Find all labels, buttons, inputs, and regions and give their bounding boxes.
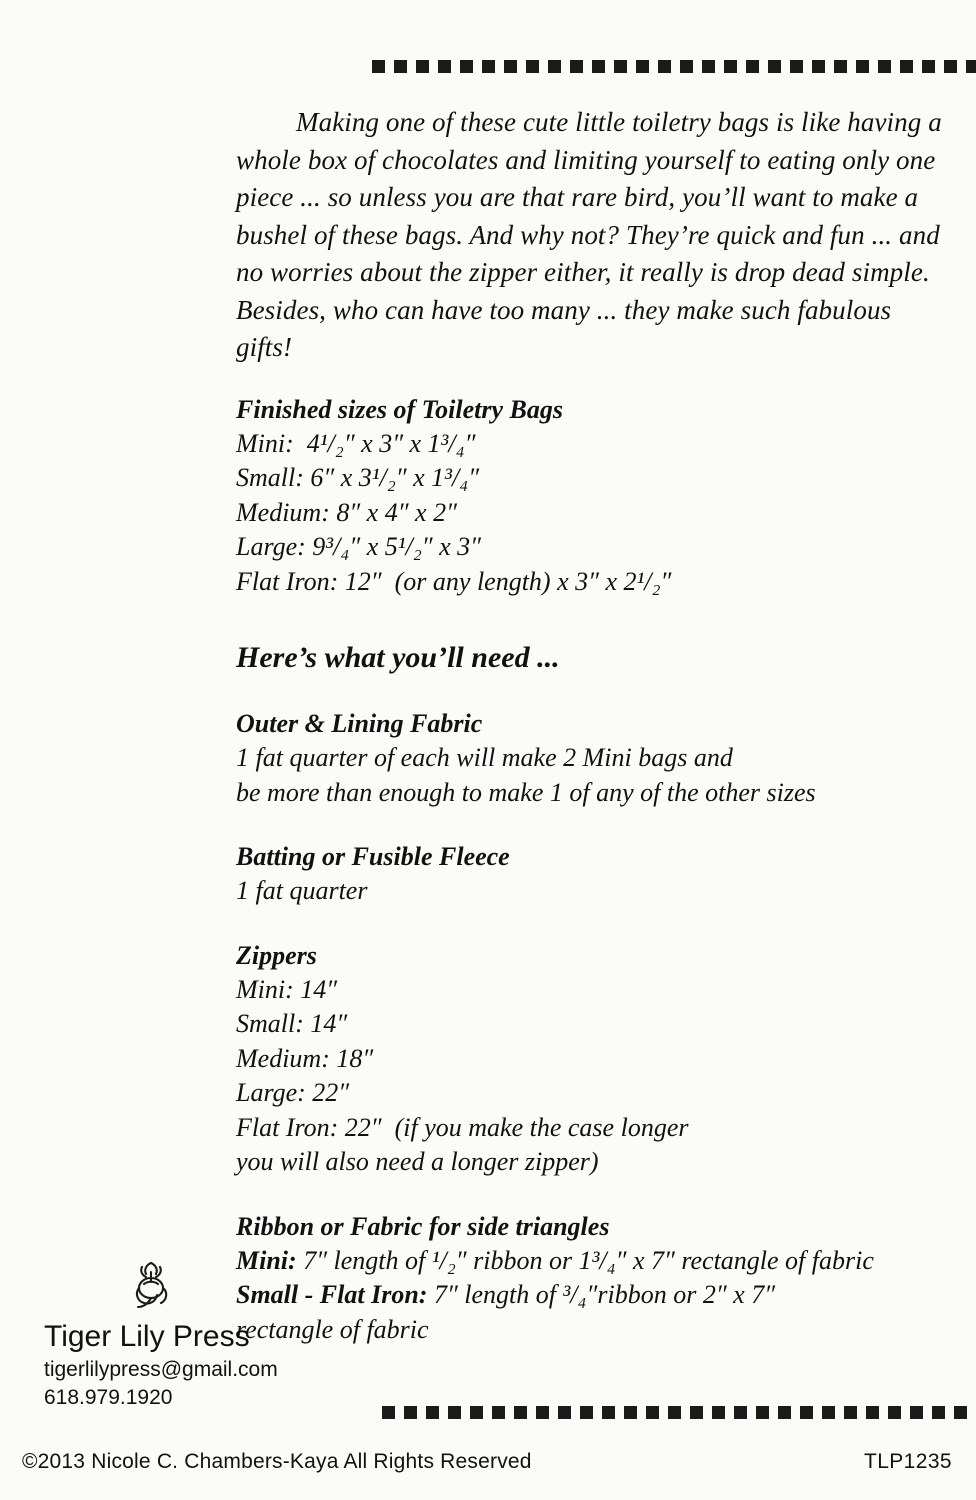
spacer (236, 810, 948, 840)
list-item: Mini: 4¹/₂″ x 3″ x 1³/₄″ (236, 428, 476, 458)
list-item: rectangle of fabric (236, 1314, 429, 1344)
list-item: Large: 22″ (236, 1078, 350, 1107)
spacer (236, 1180, 948, 1210)
list-item: 1 fat quarter (236, 876, 368, 905)
press-name: Tiger Lily Press (44, 1320, 250, 1353)
list-item: Medium: 18″ (236, 1043, 374, 1073)
batting-fleece-heading: Batting or Fusible Fleece (236, 842, 510, 871)
tiger-lily-flower-icon (120, 1255, 182, 1317)
ribbon-triangles-heading: Ribbon or Fabric for side triangles (236, 1211, 610, 1241)
outer-lining-fabric-heading: Outer & Lining Fabric (236, 709, 483, 738)
list-item: Small: 6″ x 3¹/₂″ x 1³/₄″ (236, 463, 480, 492)
press-email[interactable]: tigerlilypress@gmail.com (44, 1358, 278, 1381)
intro-paragraph: Making one of these cute little toiletry bags is like having a whole box of chocolates and limiting yourself to eating only one piece ... so unless you are that rare bird, you’ll want to make a bushel of these bags. And why not? They’re quick and fun ... and no worries about the zipper either, it really is drop dead simple. Besides, who can have too many ... they make such fabulous gifts! (236, 107, 942, 362)
finished-sizes-heading: Finished sizes of Toiletry Bags (236, 394, 563, 424)
spacer (236, 599, 948, 639)
zippers-lines (236, 973, 948, 1180)
press-phone: 618.979.1920 (44, 1386, 173, 1409)
finished-sizes-list (236, 427, 948, 600)
list-item: Large: 9³/₄″ x 5¹/₂″ x 3″ (236, 532, 481, 561)
list-item: Flat Iron: 12″ (or any length) x 3″ x 2¹/₂″ (236, 566, 672, 596)
list-item: Mini: 7″ length of ¹/₂″ ribbon or 1³/₄″ x 7″ rectangle of fabric (236, 1245, 874, 1275)
list-item: you will also need a longer zipper) (236, 1147, 599, 1176)
list-item: Small: 14″ (236, 1009, 348, 1038)
list-item: be more than enough to make 1 of any of the other sizes (236, 777, 816, 807)
publisher-block (44, 1318, 374, 1412)
pattern-code: TLP1235 (863, 1450, 952, 1473)
outer-lining-fabric-lines (236, 741, 948, 810)
list-item: Medium: 8″ x 4″ x 2″ (236, 497, 457, 527)
zippers-heading: Zippers (236, 940, 317, 970)
list-item: Flat Iron: 22″ (if you make the case longer (236, 1112, 689, 1142)
bottom-dashed-rule (382, 1406, 976, 1419)
list-item: 1 fat quarter of each will make 2 Mini bags and (236, 743, 733, 772)
list-item: Mini: 14″ (236, 974, 338, 1004)
list-item: Small - Flat Iron: 7″ length of ³/₄″ribbon or 2″ x 7″ (236, 1280, 776, 1309)
needs-heading: Here’s what you’ll need ... (236, 641, 560, 674)
document-body (236, 104, 948, 1347)
copyright-text: ©2013 Nicole C. Chambers-Kaya All Rights Reserved (22, 1450, 532, 1473)
spacer (236, 909, 948, 939)
top-dashed-rule (372, 60, 976, 73)
spacer (236, 677, 948, 707)
batting-fleece-lines (236, 874, 948, 909)
